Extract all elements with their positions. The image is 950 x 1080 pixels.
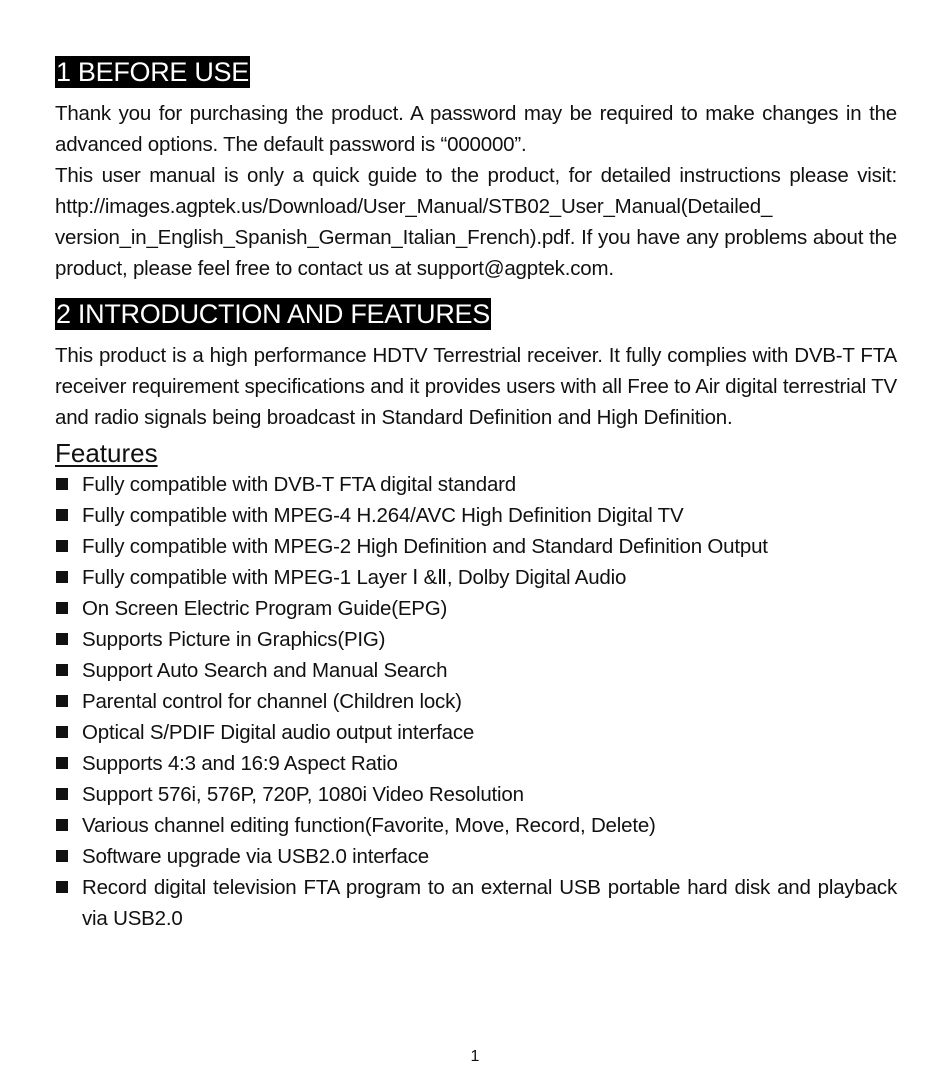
- page-number: 1: [470, 1048, 480, 1065]
- before-use-paragraph-1: Thank you for purchasing the product. A password may be required to make changes in the advanced options. The default password is “000000”.: [55, 102, 897, 156]
- feature-item: Fully compatible with MPEG-2 High Definition and Standard Definition Output: [55, 531, 897, 562]
- feature-item: Parental control for channel (Children lock): [55, 686, 897, 717]
- square-bullet-icon: [56, 602, 68, 614]
- square-bullet-icon: [56, 509, 68, 521]
- manual-url-link[interactable]: http://images.agptek.us/Download/User_Manual/STB02_User_Manual(Detailed_ version_in_English_Spanish_German_Italian_French).pdf.: [55, 195, 773, 249]
- square-bullet-icon: [56, 788, 68, 800]
- features-list: [55, 469, 897, 934]
- manual-intro-text: This user manual is only a quick guide to the product, for detailed instructions please visit:: [55, 164, 897, 187]
- square-bullet-icon: [56, 726, 68, 738]
- feature-item: Supports 4:3 and 16:9 Aspect Ratio: [55, 748, 897, 779]
- manual-page: [55, 56, 897, 934]
- feature-item: Fully compatible with DVB-T FTA digital standard: [55, 469, 897, 500]
- square-bullet-icon: [56, 540, 68, 552]
- square-bullet-icon: [56, 881, 68, 893]
- feature-item: Support 576i, 576P, 720P, 1080i Video Resolution: [55, 779, 897, 810]
- features-title: Features: [55, 438, 158, 468]
- square-bullet-icon: [56, 819, 68, 831]
- introduction-paragraph: This product is a high performance HDTV Terrestrial receiver. It fully complies with DVB-T FTA receiver requirement specifications and it provides users with all Free to Air digital terrestrial TV and radio signals being broadcast in Standard Definition and High Definition.: [55, 344, 897, 429]
- section-1: [55, 56, 897, 90]
- feature-item: On Screen Electric Program Guide(EPG): [55, 593, 897, 624]
- square-bullet-icon: [56, 850, 68, 862]
- feature-item: Fully compatible with MPEG-4 H.264/AVC High Definition Digital TV: [55, 500, 897, 531]
- square-bullet-icon: [56, 633, 68, 645]
- square-bullet-icon: [56, 664, 68, 676]
- feature-item: Optical S/PDIF Digital audio output interface: [55, 717, 897, 748]
- section-1-heading: 1 BEFORE USE: [56, 57, 249, 87]
- feature-item: Support Auto Search and Manual Search: [55, 655, 897, 686]
- before-use-paragraph-2: [55, 160, 897, 284]
- feature-item: Various channel editing function(Favorite, Move, Record, Delete): [55, 810, 897, 841]
- contact-text: If you have any problems about the product, please feel free to contact us at support@agptek.com.: [55, 226, 897, 280]
- square-bullet-icon: [56, 571, 68, 583]
- square-bullet-icon: [56, 478, 68, 490]
- section-2: [55, 298, 897, 332]
- square-bullet-icon: [56, 695, 68, 707]
- feature-item: Fully compatible with MPEG-1 Layer Ⅰ &Ⅱ, Dolby Digital Audio: [55, 562, 897, 593]
- feature-item: Supports Picture in Graphics(PIG): [55, 624, 897, 655]
- section-2-heading: 2 INTRODUCTION AND FEATURES: [56, 299, 490, 329]
- square-bullet-icon: [56, 757, 68, 769]
- feature-item: Software upgrade via USB2.0 interface: [55, 841, 897, 872]
- feature-item: Record digital television FTA program to an external USB portable hard disk and playback via USB2.0: [55, 872, 897, 934]
